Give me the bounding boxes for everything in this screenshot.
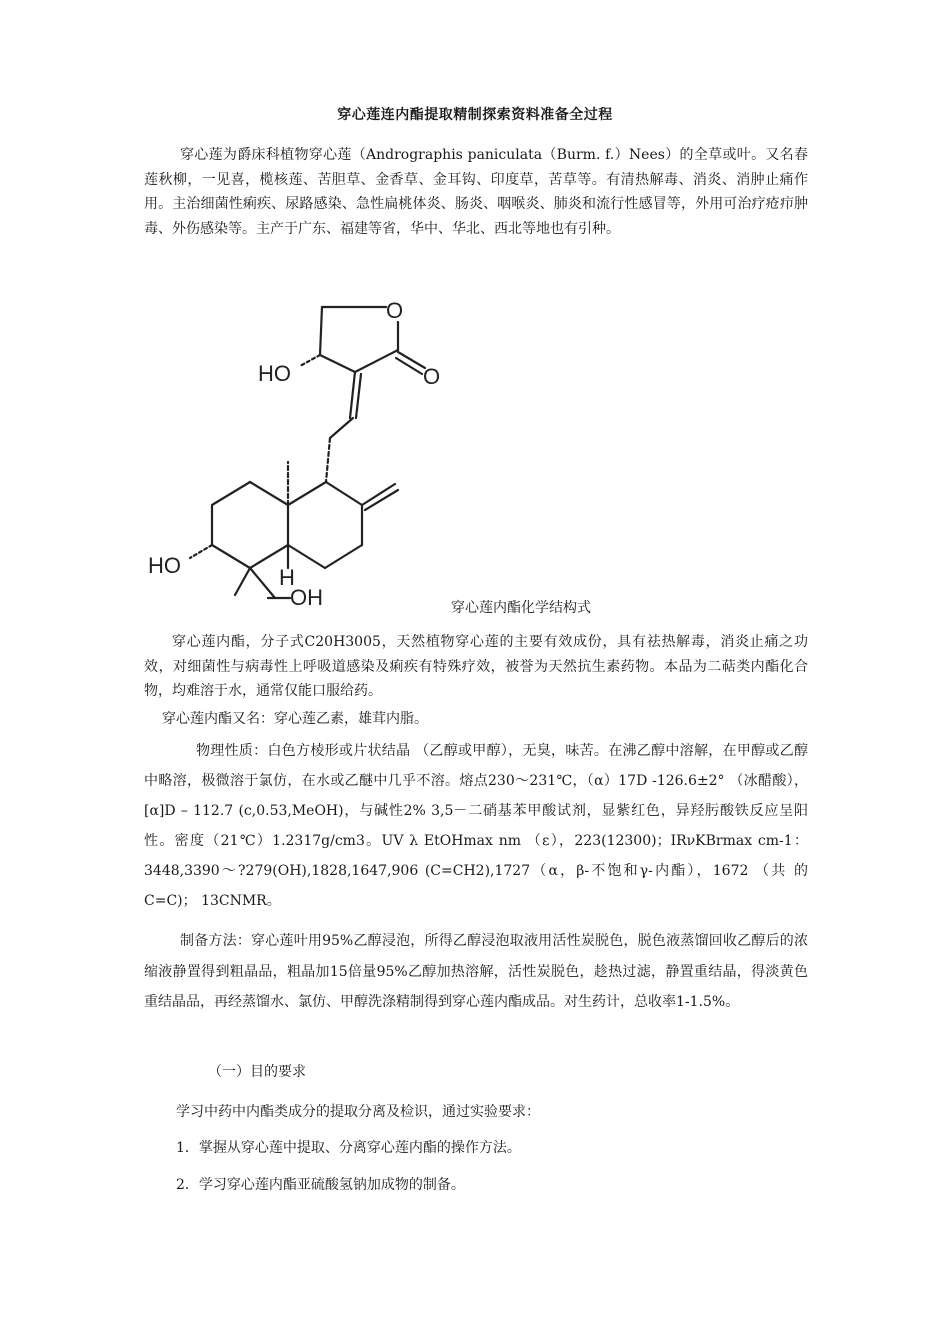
intro-paragraph: 穿心莲为爵床科植物穿心莲（Andrographis paniculata（Burm. f.）Nees）的全草或叶。又名春莲秋柳，一见喜，榄核莲、苦胆草、金香草、金耳钩、印度草，苦草等。有清热解毒、消炎、消肿止痛作用。主治细菌性痢疾、尿路感染、急性扁桃体炎、肠炎、咽喉炎、肺炎和流行性感冒等，外用可治疗疮疖肿毒、外伤感染等。主产于广东、福建等省，华中、华北、西北等地也有引种。 [144, 147, 808, 237]
bond [356, 374, 361, 418]
bond [288, 482, 326, 505]
list-item: 2．学习穿心莲内酯亚硫酸氢钠加成物的制备。 [176, 1177, 465, 1193]
bond [250, 568, 275, 598]
section-heading: （一）目的要求 [208, 1064, 306, 1080]
objective-intro: 学习中药中内酯类成分的提取分离及检识，通过实验要求： [176, 1104, 540, 1120]
bond [250, 482, 288, 505]
atom-o-ring: O [386, 298, 404, 323]
physical-properties-paragraph: 物理性质：白色方棱形或片状结晶 （乙醇或甲醇），无臭，味苦。在沸乙醇中溶解，在甲醇或乙醇中略溶，极微溶于氯仿，在水或乙醚中几乎不溶。熔点230～231℃，（α）17D -126.6±2° （冰醋酸），[α]D – 112.7 (c,0.53,MeOH)，与碱性2% 3,5－二硝基苯甲酸试剂，显紫红色，异羟肟酸铁反应呈阳性。密度（21℃）1.2317g/cm3。UV λ EtOHmax nm （ε），223(12300)；IRνKBrmax cm-1：3448,3390～?279(OH),1828,1647,906 (C=CH2),1727（α，β-不饱和γ-内酯），1672 （共 的 C=C)； 13CNMR。 [144, 743, 808, 909]
list-item: 1．掌握从穿心莲中提取、分离穿心莲内酯的操作方法。 [176, 1140, 521, 1156]
bond [398, 352, 425, 368]
atom-h-junction: H [279, 565, 295, 590]
atom-ho-top: HO [258, 361, 291, 386]
bond [320, 307, 322, 355]
bond [235, 568, 250, 595]
andrographolide-structure [140, 290, 441, 615]
atom-o-carbonyl: O [423, 364, 441, 389]
bond [325, 545, 362, 568]
document-title: 穿心莲连内酯提取精制探索资料准备全过程 [337, 107, 613, 123]
summary-paragraph: 穿心莲内酯，分子式C20H3005，天然植物穿心莲的主要有效成份，具有祛热解毒，消炎止痛之功效，对细菌性与病毒性上呼吸道感染及痢疾有特殊疗效，被誉为天然抗生素药物。本品为二萜类内酯化合物，均难溶于水，通常仅能口服给药。 [144, 634, 808, 699]
bond [190, 545, 212, 558]
preparation-paragraph: 制备方法：穿心莲叶用95%乙醇浸泡，所得乙醇浸泡取液用活性炭脱色，脱色液蒸馏回收乙醇后的浓缩液静置得到粗晶品，粗晶加15倍量95%乙醇加热溶解，活性炭脱色，趁热过滤，静置重结晶，得淡黄色重结晶品，再经蒸馏水、氯仿、甲醇洗涤精制得到穿心莲内酯成品。对生药计，总收率1-1.5%。 [144, 933, 808, 1010]
bond [212, 482, 250, 505]
bond [355, 350, 398, 372]
bond [320, 355, 355, 372]
bond [326, 438, 330, 482]
bond [350, 372, 355, 418]
bond [326, 482, 362, 505]
bond [300, 355, 320, 366]
bond [212, 545, 250, 568]
aliases-paragraph: 穿心莲内酯又名：穿心莲乙素，雄茸内脂。 [162, 711, 428, 727]
atom-ho-left: HO [148, 553, 181, 578]
atom-oh-bottom: OH [290, 585, 323, 610]
figure-caption: 穿心莲内酯化学结构式 [451, 600, 591, 616]
bond [396, 358, 422, 374]
bond [330, 418, 353, 438]
